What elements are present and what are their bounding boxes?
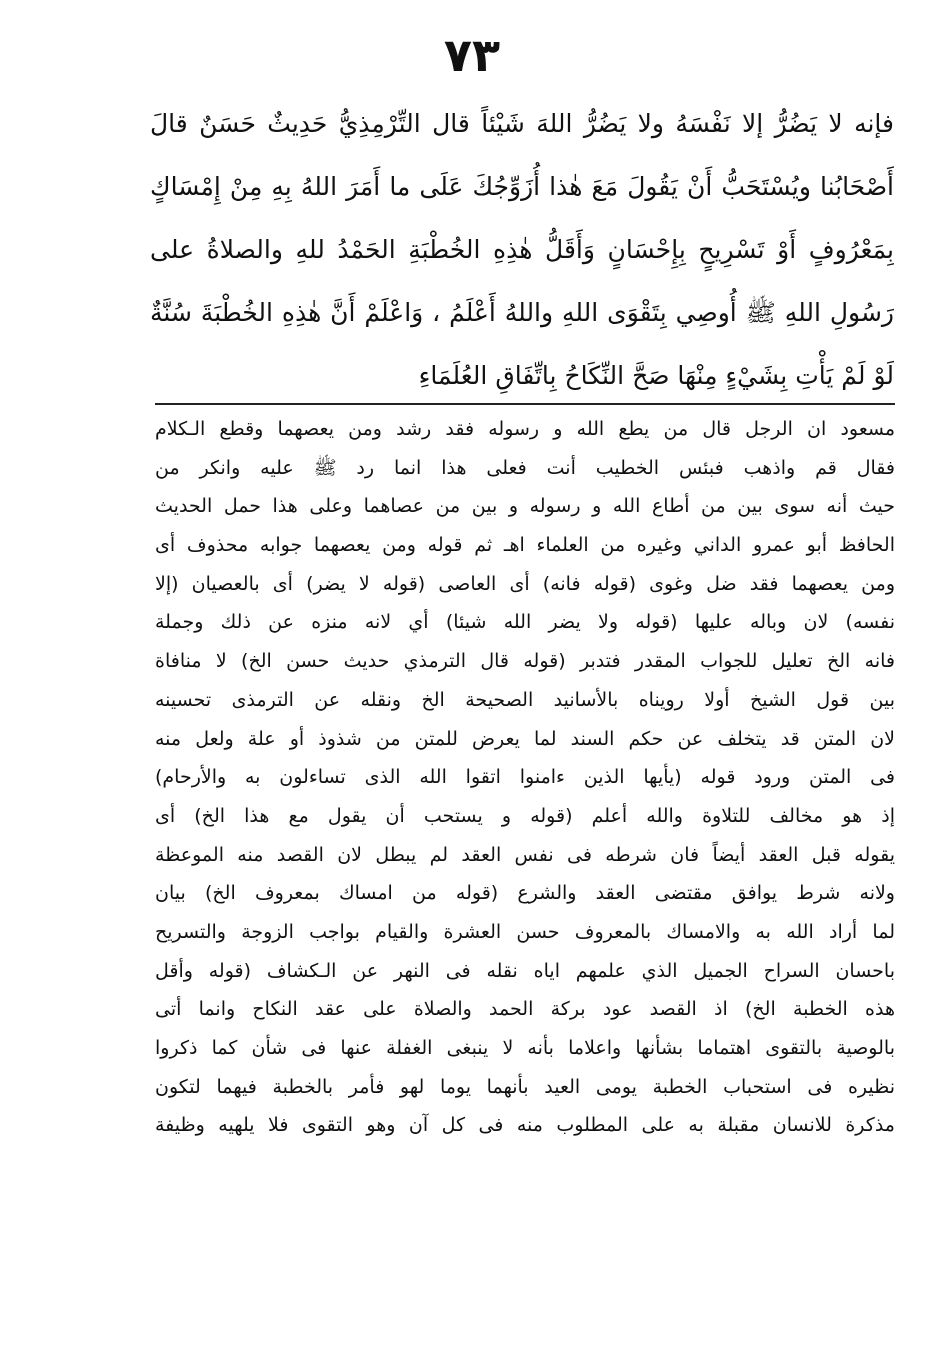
commentary-line: هذه الخطبة الخ) اذ القصد عود بركة الحمد والصلاة على عقد النكاح وانما أتى: [155, 998, 895, 1021]
commentary-line: بالوصية بالتقوى اهتماما بشأنها واعلاما بأنه لا ينبغى الغفلة عنها فى شأن كما ذكروا: [155, 1037, 895, 1059]
commentary-line: نفسه) لان وباله عليها (قوله ولا يضر الله شيئا) أي لانه منزه عن ذلك وجملة: [155, 611, 895, 634]
commentary-line: حيث أنه سوى بين من أطاع الله و رسوله و بين من عصاهما وعلى هذا حمل الحديث: [155, 495, 895, 518]
footnote-separator: [155, 403, 895, 405]
main-text-block: [150, 92, 894, 407]
commentary-line: باحسان السراح الجميل الذي علمهم اياه نقله فى النهر عن الـكشاف (قوله وأقل: [155, 959, 895, 982]
commentary-line: مسعود ان الرجل قال من يطع الله و رسوله فقد رشد ومن يعصهما وقطع الـكلام: [155, 418, 895, 440]
commentary-line: لان المتن قد يتخلف عن حكم السند لما يعرض للمتن من شذوذ أو علة ولعل منه: [155, 727, 895, 750]
main-text-line: أَصْحَابُنا ويُسْتَحَبُّ أَنْ يَقُولَ مَعَ هٰذا أُزَوِّجُكَ عَلَى ما أَمَرَ اللهُ بِهِ مِنْ إِمْسَاكٍ: [150, 172, 894, 201]
commentary-line: إذ هو مخالف للتلاوة والله أعلم (قوله و يستحب أن يقول مع هذا الخ) أى: [155, 804, 895, 827]
commentary-line: يقوله قبل العقد أيضاً فان شرطه فى نفس العقد لم يبطل لان القصد منه الموعظة: [155, 843, 895, 866]
commentary-line: فانه الخ تعليل للجواب المقدر فتدبر (قوله قال الترمذي حديث حسن الخ) لا منافاة: [155, 650, 895, 673]
page-number: ٧٣: [443, 28, 501, 82]
commentary-block: [155, 410, 895, 1145]
main-text-line: فإنه لا يَضُرُّ إلا نَفْسَهُ ولا يَضُرُّ اللهَ شَيْئاً قال التِّرْمِذِيُّ حَدِيثٌ حَسَنٌ قالَ: [150, 109, 894, 138]
commentary-line: ولانه شرط يوافق مقتضى العقد والشرع (قوله من امساك بمعروف الخ) بيان: [155, 882, 895, 905]
commentary-line: بين قول الشيخ أولا رويناه بالأسانيد الصحيحة الخ ونقله عن الترمذى تحسينه: [155, 688, 895, 711]
commentary-line: نظيره فى استحباب الخطبة يومى العيد بأنهما يوما لهو فأمر بالخطبة فيهما لتكون: [155, 1075, 895, 1098]
commentary-line: مذكرة للانسان مقبلة به على المطلوب منه فى كل آن وهو التقوى فلا يلهيه وظيفة: [155, 1114, 895, 1137]
commentary-line: لما أراد الله به والامساك بالمعروف حسن العشرة والقيام بواجب الزوجة والتسريح: [155, 920, 895, 943]
main-text-line: بِمَعْرُوفٍ أَوْ تَسْرِيحٍ بِإِحْسَانٍ وَأَقَلُّ هٰذِهِ الخُطْبَةِ الحَمْدُ للهِ والصلاةُ على: [150, 235, 894, 264]
commentary-line: فى المتن ورود قوله (يأيها الذين ءامنوا اتقوا الله الذى تساءلون به والأرحام): [155, 766, 895, 789]
commentary-line: فقال قم واذهب فبئس الخطيب أنت فعلى هذا انما رد ﷺ عليه وانكر من: [155, 456, 895, 479]
commentary-line: الحافظ أبو عمرو الداني وغيره من العلماء اهـ ثم قوله ومن يعصهما جوابه محذوف أى: [155, 534, 895, 557]
main-text-line: رَسُولِ اللهِ ﷺ أُوصِي بِتَقْوَى اللهِ واللهُ أَعْلَمُ ، وَاعْلَمْ أَنَّ هٰذِهِ الخُطْبَةَ سُنَّةٌ: [150, 298, 894, 327]
main-text-line: لَوْ لَمْ يَأْتِ بِشَيْءٍ مِنْهَا صَحَّ النِّكَاحُ بِاتِّفَاقِ العُلَمَاءِ: [418, 361, 894, 390]
commentary-line: ومن يعصهما فقد ضل وغوى (قوله فانه) أى العاصى (قوله لا يضر) أى بالعصيان (إلا: [155, 572, 895, 595]
